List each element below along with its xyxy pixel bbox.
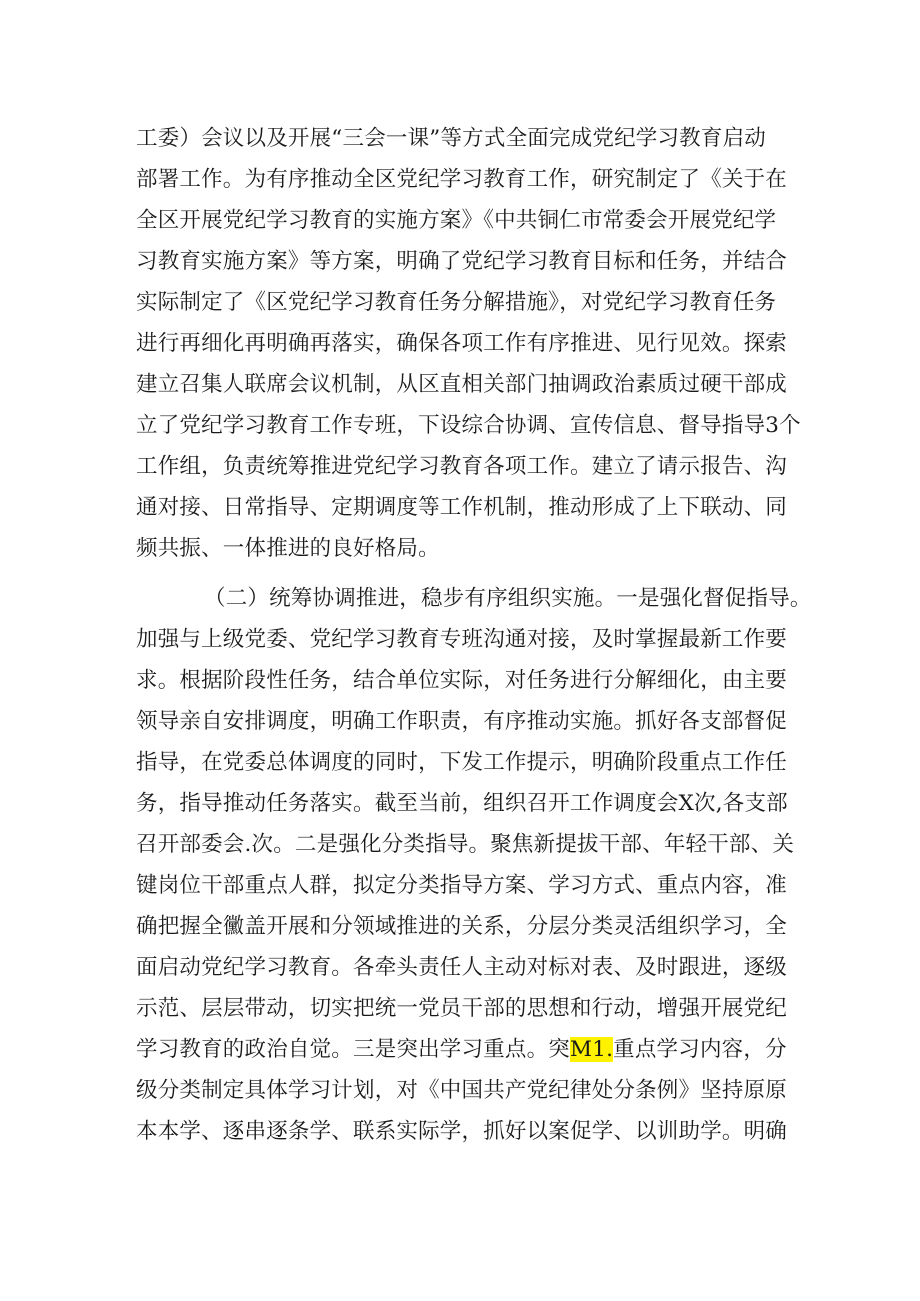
text-line: 工作组，负责统筹推进党纪学习教育各项工作。建立了请示报告、沟 xyxy=(136,454,788,479)
text-line: 级分类制定具体学习计划，对《中国共产党纪律处分条例》坚持原原 xyxy=(136,1078,788,1103)
text-line: 全区开展党纪学习教育的实施方案》《中共铜仁市常委会开展党纪学 xyxy=(136,208,777,233)
text-line: 面启动党纪学习教育。各牵头责任人主动对标对表、及时跟进，逐级 xyxy=(136,955,788,980)
document-body xyxy=(136,118,812,1152)
text-line: 习教育实施方案》等方案，明确了党纪学习教育目标和任务，并结合 xyxy=(136,249,788,274)
text-line: 加强与上级党委、党纪学习教育专班沟通对接，及时掌握最新工作要 xyxy=(136,627,788,652)
text-line: 求。根据阶段性任务，结合单位实际，对任务进行分解细化，由主要 xyxy=(136,668,788,693)
text-line-highlighted xyxy=(136,1029,796,1070)
text-line: 本本学、逐串逐条学、联系实际学，抓好以案促学、以训助学。明确 xyxy=(136,1119,788,1144)
text-line: 指导，在党委总体调度的同时，下发工作提示，明确阶段重点工作任 xyxy=(136,750,788,775)
text-line: 务，指导推动任务落实。截至当前，组织召开工作调度会X次,各支部 xyxy=(136,791,788,816)
highlight-mark: M1. xyxy=(570,1037,614,1062)
text-line: 工委）会议以及开展“三会一课”等方式全面完成党纪学习教育启动 xyxy=(136,126,766,151)
text-line: 通对接、日常指导、定期调度等工作机制，推动形成了上下联动、同 xyxy=(136,495,788,520)
text-line: 进行再细化再明确再落实，确保各项工作有序推进、见行见效。探索 xyxy=(136,331,788,356)
text-line: 确把握全黴盖开展和分领域推进的关系，分层分类灵活组织学习，全 xyxy=(136,914,788,939)
text-line: 频共振、一体推进的良好格局。 xyxy=(136,536,440,561)
text-line: 领导亲自安排调度，明确工作职责，有序推动实施。抓好各支部督促 xyxy=(136,709,788,734)
text-line: 实际制定了《区党纪学习教育任务分解措施》，对党纪学习教育任务 xyxy=(136,290,777,315)
text-line: 键岗位干部重点人群，拟定分类指导方案、学习方式、重点内容，准 xyxy=(136,873,788,898)
text-fragment: 学习教育的政治自觉。三是突出学习重点。突 xyxy=(136,1037,571,1062)
text-line: 建立召集人联席会议机制，从区直相关部门抽调政治素质过硬干部成 xyxy=(136,372,788,397)
text-line: 示范、层层带动，切实把统一党员干部的思想和行动，增强开展党纪 xyxy=(136,996,788,1021)
text-fragment: 重点学习内容，分 xyxy=(613,1037,787,1062)
text-line: 部署工作。为有序推动全区党纪学习教育工作，研究制定了《关于在 xyxy=(136,167,788,192)
section-heading-line: （二）统筹协调推进，稳步有序组织实施。一是强化督促指导。 xyxy=(204,586,812,611)
text-line: 召开部委会.次。二是强化分类指导。聚焦新提拔干部、年轻干部、关 xyxy=(136,832,795,857)
text-line: 立了党纪学习教育工作专班，下设综合协调、宣传信息、督导指导3个 xyxy=(136,413,801,438)
